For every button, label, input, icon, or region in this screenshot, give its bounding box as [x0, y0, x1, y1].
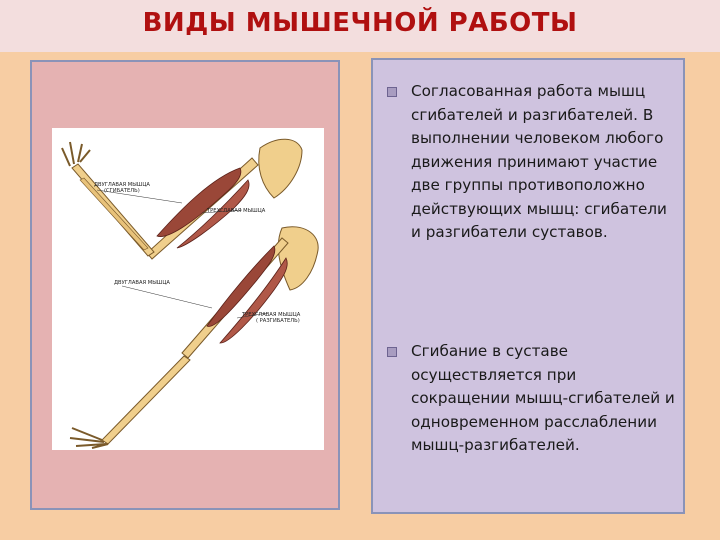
- flexed-arm: [62, 139, 302, 259]
- bullet-item: [387, 80, 677, 245]
- bullet-text: Согласованная работа мышц сгибателей и разгибателей. В выполнении человеком любого движения принимают участие две группы противоположно действующих мышц: сгибатели и разгибатели суставов.: [411, 82, 667, 241]
- bullet-item: [387, 340, 677, 458]
- square-bullet-icon: [387, 87, 397, 97]
- label-triceps-bottom-sub: ( РАЗГИБАТЕЛЬ): [256, 318, 300, 324]
- label-biceps-top-sub: (СГИБАТЕЛЬ): [104, 188, 140, 194]
- scapula-bottom: [278, 227, 318, 290]
- label-biceps-bottom: ДВУГЛАВАЯ МЫШЦА: [114, 280, 170, 286]
- label-triceps-top: ТРЕХГЛАВАЯ МЫШЦА: [207, 208, 266, 214]
- extended-arm: [70, 227, 318, 448]
- label-biceps-top: ДВУГЛАВАЯ МЫШЦА: [94, 182, 150, 188]
- slide-title: ВИДЫ МЫШЕЧНОЙ РАБОТЫ: [142, 8, 578, 38]
- forearm-bottom: [102, 356, 190, 444]
- bullet-text: Сгибание в суставе осуществляется при сокращении мышц-сгибателей и одновременном расслаблении мышц-разгибателей.: [411, 342, 675, 454]
- arm-muscles-illustration: [52, 128, 324, 450]
- scapula-top: [259, 139, 302, 198]
- label-triceps-bottom: ТРЕХГЛАВАЯ МЫШЦА: [242, 312, 301, 318]
- text-panel: [371, 58, 685, 514]
- square-bullet-icon: [387, 347, 397, 357]
- arm-muscles-diagram: [52, 128, 324, 450]
- hand-top: [62, 142, 90, 166]
- hand-bottom: [70, 428, 108, 448]
